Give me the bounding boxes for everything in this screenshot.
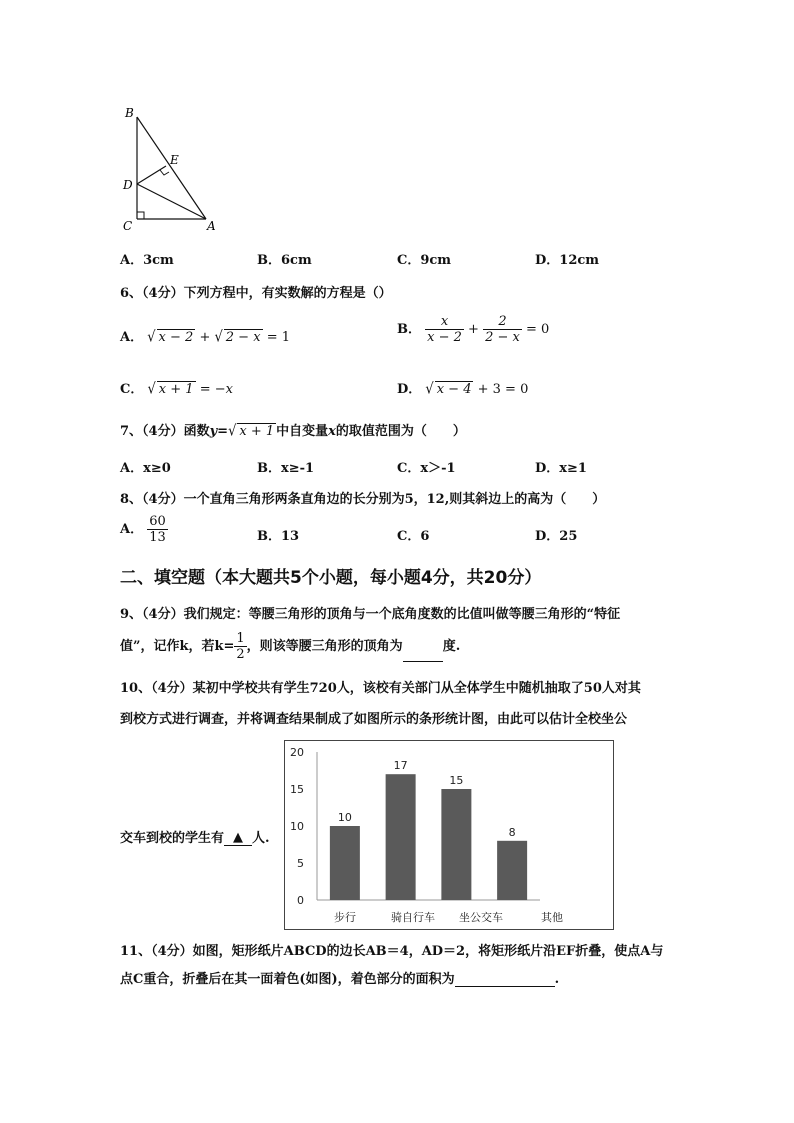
q5-option-a: A．3cm bbox=[120, 253, 174, 268]
q7-option-d: D．x≥1 bbox=[535, 461, 587, 476]
q7-stem-pre: 7、（4分）函数 bbox=[120, 424, 210, 439]
bar-0 bbox=[330, 826, 360, 900]
q8-option-c: C．6 bbox=[397, 529, 430, 544]
q5-option-c: C．9cm bbox=[397, 253, 452, 268]
label-A: A bbox=[207, 219, 216, 233]
bar-3 bbox=[497, 841, 527, 900]
q7-stem: 7、（4分）函数y=√ x + 1 中自变量x的取值范围为（ ） bbox=[120, 422, 466, 441]
q6-b-label: B． bbox=[397, 322, 421, 337]
q8-a-den: 13 bbox=[149, 530, 166, 545]
q11-line1: 11、（4分）如图，矩形纸片ABCD的边长AB＝4，AD＝2，将矩形纸片沿EF折叠，使点A与 bbox=[120, 944, 664, 959]
q6-a-radicand1: x − 2 bbox=[158, 330, 194, 345]
q9-line2-post: ，则该等腰三角形的顶角为 bbox=[246, 639, 403, 654]
q7-func-eq: = bbox=[217, 424, 229, 439]
q6-b-rhs: = 0 bbox=[526, 322, 550, 337]
q10-answer-blank[interactable] bbox=[224, 830, 252, 846]
q8-option-d: D．25 bbox=[535, 529, 578, 544]
q7-option-c: C．x＞-1 bbox=[397, 461, 456, 476]
q7-func-var: y bbox=[209, 424, 218, 439]
q10-line3 bbox=[120, 827, 270, 846]
q7-option-b: B．x≥-1 bbox=[257, 461, 315, 476]
q11-line2-end: . bbox=[554, 972, 560, 987]
q9-answer-blank[interactable] bbox=[403, 647, 443, 662]
triangle-figure bbox=[118, 100, 228, 235]
q6-c-label: C． bbox=[120, 382, 144, 397]
q6-c-radicand: x + 1 bbox=[158, 382, 194, 397]
q5-option-b: B．6cm bbox=[257, 253, 312, 268]
q9-line2-pre: 值”，记作k，若k= bbox=[120, 639, 235, 654]
q6-b-den1: x − 2 bbox=[427, 330, 462, 345]
q11-line2-pre: 点C重合，折叠后在其一面着色(如图)，着色部分的面积为 bbox=[120, 972, 455, 987]
label-C: C bbox=[123, 219, 133, 233]
x-category-label: 其他 bbox=[541, 911, 563, 924]
q9-line2 bbox=[120, 631, 460, 662]
q8-a-num: 60 bbox=[149, 514, 166, 529]
label-B: B bbox=[125, 106, 134, 120]
x-category-label: 骑自行车 bbox=[391, 911, 435, 924]
label-E: E bbox=[170, 153, 179, 167]
q10-line3-pre: 交车到校的学生有 bbox=[120, 831, 225, 846]
q6-a-plus: + bbox=[199, 330, 211, 345]
q8-stem: 8、（4分）一个直角三角形两条直角边的长分别为5，12,则其斜边上的高为（ ） bbox=[120, 492, 606, 507]
q10-line3-post: 人. bbox=[252, 831, 270, 846]
q6-d-radicand: x − 4 bbox=[436, 382, 472, 397]
q8-option-b: B．13 bbox=[257, 529, 300, 544]
bar-value-label: 8 bbox=[508, 825, 516, 839]
y-tick-label: 10 bbox=[290, 820, 304, 833]
q6-a-radicand2: 2 − x bbox=[225, 330, 261, 345]
q10-answer-mark: ▲ bbox=[233, 830, 244, 845]
bar-value-label: 15 bbox=[449, 774, 464, 787]
q7-option-a: A．x≥0 bbox=[120, 461, 171, 476]
y-tick-label: 20 bbox=[290, 746, 304, 759]
q6-b-den2: 2 − x bbox=[485, 330, 520, 345]
q6-option-b bbox=[397, 314, 549, 345]
q10-line2: 到校方式进行调查，并将调查结果制成了如图所示的条形统计图，由此可以估计全校坐公 bbox=[120, 712, 628, 727]
q5-option-d: D．12cm bbox=[535, 253, 600, 268]
q11-line2 bbox=[120, 968, 559, 987]
q11-answer-blank[interactable] bbox=[455, 972, 555, 987]
q6-d-label: D． bbox=[397, 382, 422, 397]
q6-stem: 6、（4分）下列方程中，有实数解的方程是（） bbox=[120, 286, 392, 301]
q9-k-den: 2 bbox=[236, 647, 245, 662]
x-category-label: 步行 bbox=[334, 911, 356, 924]
y-tick-label: 15 bbox=[290, 783, 304, 796]
q10-line1: 10、（4分）某初中学校共有学生720人，该校有关部门从全体学生中随机抽取了50人对其 bbox=[120, 681, 641, 696]
q6-d-rhs: + 3 = 0 bbox=[477, 382, 529, 397]
q9-k-num: 1 bbox=[236, 631, 245, 646]
q6-a-label: A． bbox=[120, 330, 144, 345]
bar-1 bbox=[386, 774, 416, 900]
section-2-title: 二、填空题（本大题共5个小题，每小题4分，共20分） bbox=[120, 568, 542, 588]
bar-value-label: 10 bbox=[337, 811, 352, 824]
q9-line2-end: 度. bbox=[442, 639, 461, 654]
q7-func-radicand: x + 1 bbox=[239, 424, 275, 439]
q6-a-rhs: = 1 bbox=[266, 330, 290, 345]
label-D: D bbox=[123, 178, 133, 192]
q6-option-a: A． √ x − 2 + √ 2 − x = 1 bbox=[120, 328, 290, 347]
q6-b-plus: + bbox=[468, 322, 479, 337]
q7-var: x bbox=[328, 424, 336, 439]
q6-b-num1: x bbox=[425, 314, 464, 330]
q8-a-label: A． bbox=[120, 522, 144, 537]
q6-option-d: D． √ x − 4 + 3 = 0 bbox=[397, 380, 529, 399]
bar-chart bbox=[284, 740, 614, 930]
q6-option-c: C． √ x + 1 = −x bbox=[120, 380, 233, 399]
q9-line1: 9、（4分）我们规定：等腰三角形的顶角与一个底角度数的比值叫做等腰三角形的“特征 bbox=[120, 607, 621, 622]
y-tick-label: 0 bbox=[297, 894, 304, 907]
y-tick-label: 5 bbox=[297, 857, 304, 870]
q7-stem-end: 的取值范围为（ ） bbox=[335, 424, 466, 439]
q7-stem-post: 中自变量 bbox=[276, 424, 329, 439]
x-category-label: 坐公交车 bbox=[459, 911, 503, 924]
q6-b-num2: 2 bbox=[483, 314, 522, 330]
bar-value-label: 17 bbox=[393, 759, 408, 773]
bar-2 bbox=[441, 789, 471, 900]
q8-option-a bbox=[120, 514, 168, 545]
q6-c-rhs: = −x bbox=[199, 382, 233, 397]
